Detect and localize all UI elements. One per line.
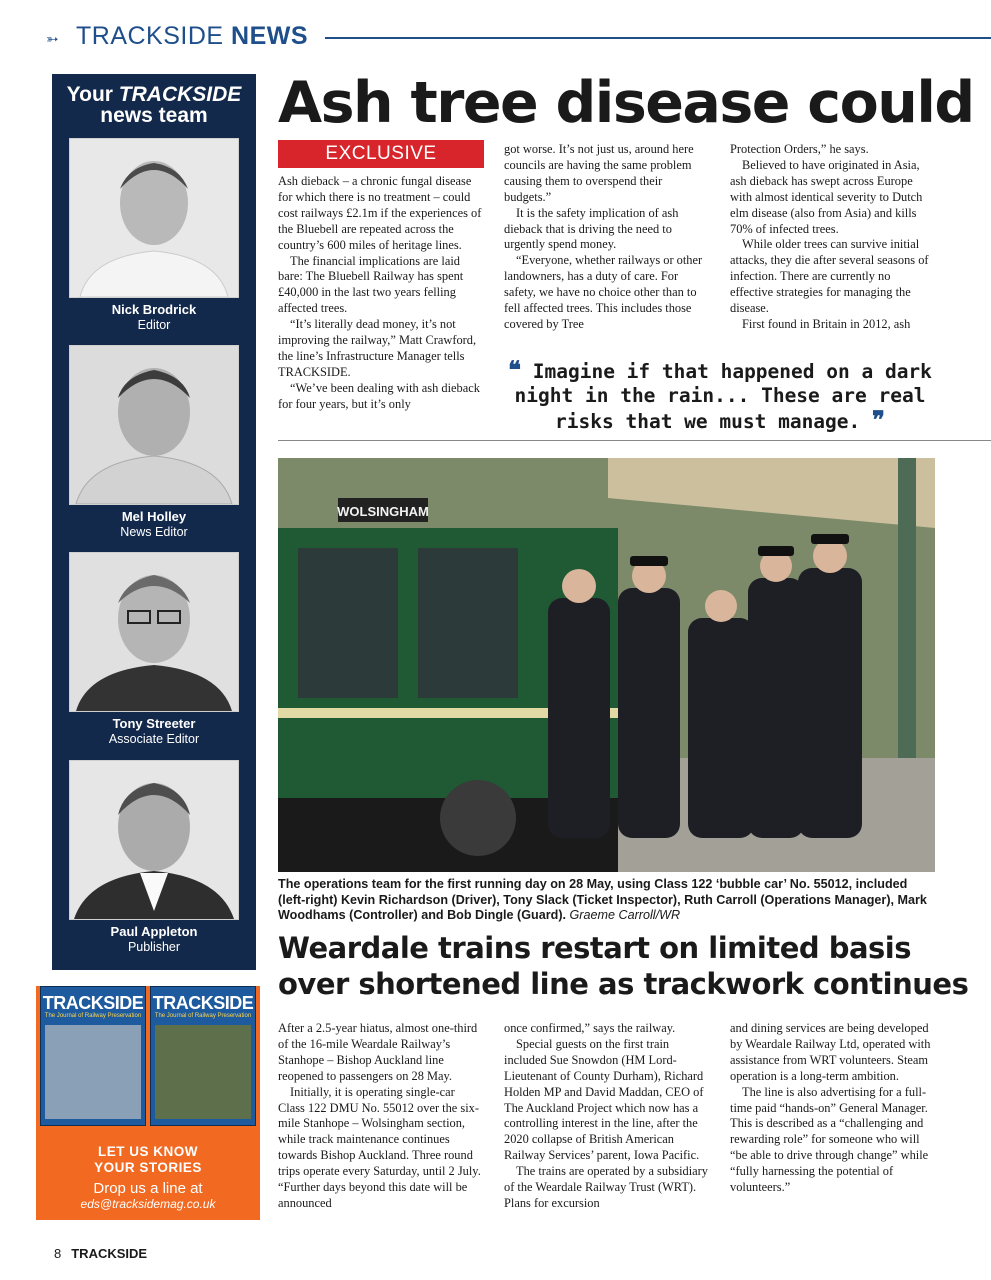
sidebar-title: Your TRACKSIDE news team bbox=[66, 83, 242, 127]
exclusive-tag: EXCLUSIVE bbox=[278, 140, 484, 168]
magazine-cover: TRACKSIDE The Journal of Railway Preservation bbox=[40, 986, 146, 1126]
member-name: Mel Holley bbox=[121, 509, 187, 524]
divider bbox=[278, 440, 991, 441]
svg-text:WOLSINGHAM: WOLSINGHAM bbox=[337, 504, 429, 519]
promo-box bbox=[36, 986, 260, 1220]
magazine-covers bbox=[40, 986, 256, 1124]
portrait-photo bbox=[69, 552, 239, 712]
page-footer bbox=[54, 1246, 147, 1261]
member-role: Editor bbox=[137, 318, 171, 332]
promo-email[interactable]: eds@tracksidemag.co.uk bbox=[80, 1197, 216, 1211]
promo-drop-line: Drop us a line at bbox=[93, 1180, 203, 1197]
member-role: Associate Editor bbox=[108, 732, 200, 746]
section-header bbox=[0, 22, 991, 52]
cover-image bbox=[155, 1025, 251, 1119]
close-quote-icon: ❞ bbox=[872, 405, 885, 434]
article2-headline: Weardale trains restart on limited basis over shortened line as trackwork continues bbox=[278, 931, 969, 1001]
portrait-photo bbox=[69, 138, 239, 298]
member-name: Paul Appleton bbox=[110, 924, 198, 939]
member-name: Tony Streeter bbox=[112, 716, 196, 731]
member-name: Nick Brodrick bbox=[111, 302, 197, 317]
photo-caption: The operations team for the first running day on 28 May, using Class 122 ‘bubble car’ No. 55012, included (left-right) Kevin Richardson (Driver), Tony Slack (Ticket Inspector), Ruth Carroll (Operations Manager), Mark Woodhams (Controller) and Bob Dingle (Guard). Graeme Carroll/WR bbox=[278, 877, 927, 922]
news-team-sidebar bbox=[52, 74, 256, 970]
open-quote-icon: ❝ bbox=[508, 355, 521, 384]
portrait-photo bbox=[69, 345, 239, 505]
article-column: got worse. It’s not just us, around here councils are having the same problem causing them to overspend their budgets.” It is the safety implication of ash dieback that is driving the need to urgently spend money. “Everyone, whether railways or other landowners, has a duty of care. For safety, we have no choice other than to fell affected trees. This includes those covered by Tree bbox=[504, 142, 703, 331]
member-role: Publisher bbox=[127, 940, 181, 954]
cover-image bbox=[45, 1025, 141, 1119]
magazine-cover: TRACKSIDE The Journal of Railway Preservation bbox=[150, 986, 256, 1126]
article2-column: and dining services are being developed by Weardale Railway Ltd, operated with assistance from WRT volunteers. Steam operation is a long-term ambition. The line is also advertising for a full-time paid “hands-on” General Manager. This is described as a “challenging and rewarding role” for someone who will “be able to drive through change” while “fully harnessing the potential of volunteers.” bbox=[730, 1021, 931, 1195]
portrait-photo bbox=[69, 760, 239, 920]
promo-cta: LET US KNOW YOUR STORIES bbox=[94, 1144, 202, 1175]
pull-quote: ❝ Imagine if that happened on a dark night in the rain... These are real risks that we must manage. ❞ bbox=[508, 355, 932, 434]
article2-column: once confirmed,” says the railway. Special guests on the first train included Sue Snowdon (HM Lord-Lieutenant of County Durham), Richard Holden MP and David Maddan, CEO of The Auckland Project which now has a controlling interest in the line, after the 2020 collapse of British American Railway Services’ parent, Iowa Pacific. The trains are operated by a subsidiary of the Weardale Railway Trust (WRT). Plans for excursion bbox=[504, 1021, 708, 1210]
page-number: 8 bbox=[54, 1246, 62, 1261]
article2-column: After a 2.5-year hiatus, almost one-third of the 16-mile Weardale Railway’s Stanhope – Bishop Auckland line reopened to passengers on 28 May. Initially, it is operating single-car Class 122 DMU No. 55012 over the six-mile Stanhope – Wolsingham section, while track maintenance continues towards Bishop Auckland. Three round trips operate every Saturday, until 2 July. “Further days beyond this date will be announced bbox=[278, 1021, 481, 1210]
article-column: Protection Orders,” he says. Believed to have originated in Asia, ash dieback has swept across Europe with almost identical severity to Dutch elm disease (also from Asia) and kills 70% of infected trees. While older trees can survive initial attacks, they die after several seasons of infection. There are currently no effective strategies for managing the disease. First found in Britain in 2012, ash bbox=[730, 142, 929, 331]
member-role: News Editor bbox=[120, 525, 188, 539]
feature-photo bbox=[278, 458, 935, 872]
article-headline: Ash tree disease could bbox=[278, 70, 974, 136]
section-title: TRACKSIDE NEWS bbox=[76, 22, 309, 50]
photo-credit: Graeme Carroll/WR bbox=[569, 908, 681, 922]
footer-brand: TRACKSIDE bbox=[71, 1246, 148, 1261]
arrow-icon: ➳ bbox=[46, 30, 59, 48]
header-rule bbox=[325, 37, 991, 39]
article-column: Ash dieback – a chronic fungal disease for which there is no treatment – could cost railways £2.1m if the experiences of the Bluebell are repeated across the country’s 600 miles of heritage lines. The financial implications are laid bare: The Bluebell Railway has spent £40,000 in the last two years felling affected trees. “It’s literally dead money, it’s not improving the railway,” Matt Crawford, the line’s Infrastructure Manager tells TRACKSIDE. “We’ve been dealing with ash dieback for four years, but it’s only bbox=[278, 174, 482, 411]
